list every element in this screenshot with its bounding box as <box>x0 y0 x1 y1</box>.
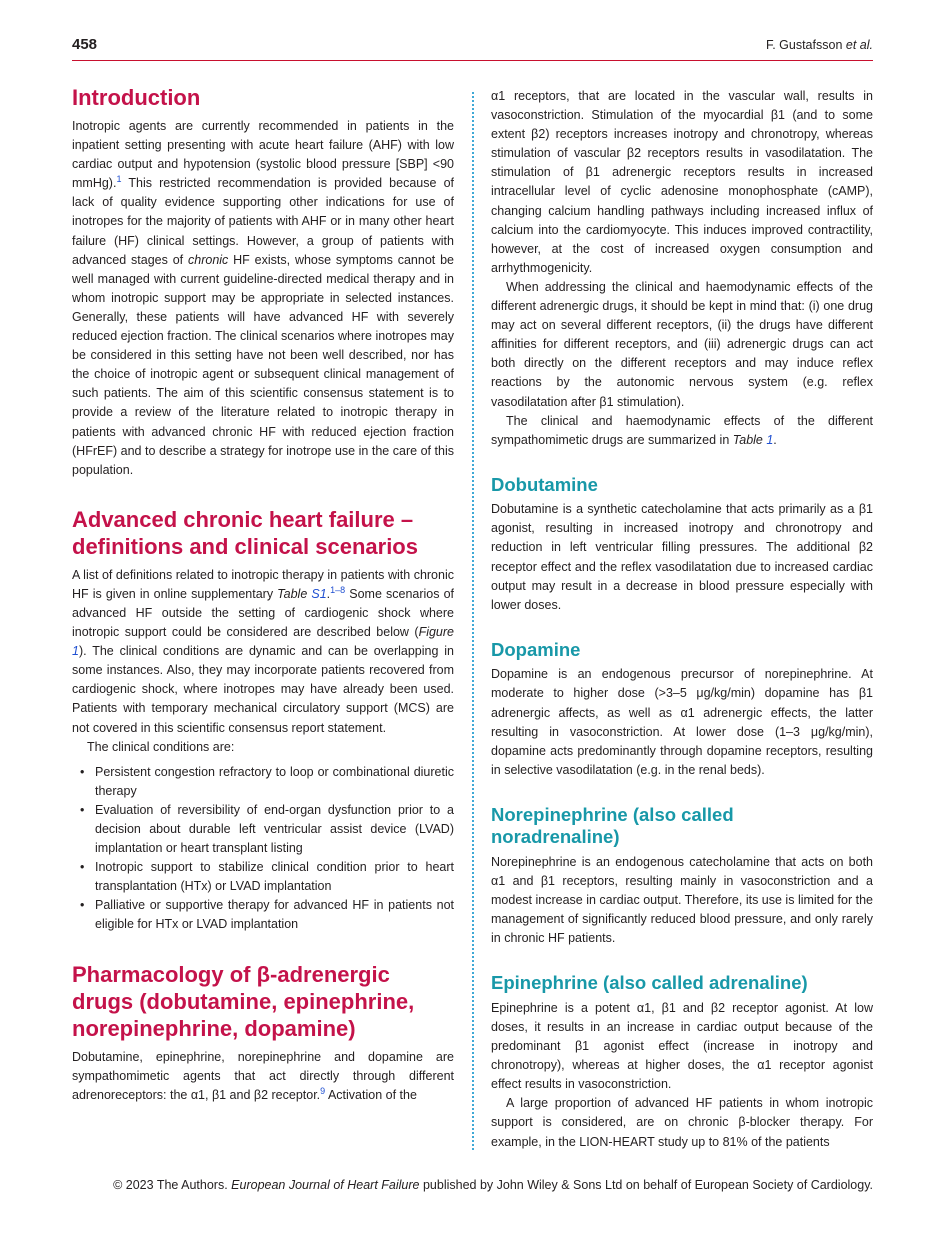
figure-link[interactable]: 1 <box>72 644 79 659</box>
dopamine-heading: Dopamine <box>491 638 581 660</box>
dobutamine-paragraph: Dobutamine is a synthetic catecholamine that acts primarily as a β1 agonist, resulting in increased inotropy and chronotropy and reduction in left ventricular filling pressures. The additional β2 receptor effect and the reflex vasodilatation due to increased cardiac output may result in a decrease in blood pressure especially with lower doses. <box>491 502 873 612</box>
bullet-icon: • <box>80 860 85 875</box>
text-run: HF exists, whose symptoms cannot be well managed with current guideline-directed medical therapy and in whom inotropic support may be appropriate in selected instances. Generally, these patients will have advanced HF with severely reduced ejection fraction. The clinical scenarios where inotropes may be considered in this setting have not been well described, nor has the choice of inotropic agent or subsequent clinical management of such patients. The aim of this scientific consensus statement is to provide a review of the literature related to inotropic therapy in patients with advanced chronic HF with reduced ejection fraction (HFrEF) and to describe a strategy for inotrope use in the care of this population. <box>72 252 454 477</box>
list-item <box>72 763 454 801</box>
right-column <box>491 87 873 1152</box>
norepinephrine-heading: Norepinephrine (also called noradrenaline) <box>491 803 734 848</box>
list-item-text: Evaluation of reversibility of end-organ dysfunction prior to a decision about durable left ventricular assist device (LVAD) implantation or heart transplant listing <box>95 802 454 856</box>
epinephrine-heading: Epinephrine (also called adrenaline) <box>491 972 808 994</box>
author-name: F. Gustafsson <box>765 38 843 52</box>
running-head-author <box>766 38 873 52</box>
introduction-heading: Introduction <box>72 85 201 110</box>
text-run: . <box>326 586 331 601</box>
author-suffix: et al. <box>845 38 873 52</box>
list-item-text: Persistent congestion refractory to loop or combinational diuretic therapy <box>95 764 454 798</box>
text-run: This restricted recommendation is provided because of lack of quality evidence supporting other indications for use of inotropes for the majority of patients with AHF or in many other heart failure (HF) clinical settings. However, a group of patients with advanced stages of <box>72 176 454 267</box>
emphasis: chronic <box>188 252 229 267</box>
beta-blocker-paragraph: A large proportion of advanced HF patients in whom inotropic support is considered, are on chronic β-blocker therapy. For example, in the LION-HEART study up to 81% of the patients <box>491 1096 873 1149</box>
copyright-footer <box>113 1177 873 1193</box>
pharmacology-heading: Pharmacology of β-adrenergic drugs (dobutamine, epinephrine, norepinephrine, dopamine) <box>72 961 415 1041</box>
reference-link[interactable]: 1–8 <box>330 584 346 595</box>
table-label: Table <box>732 432 767 447</box>
text-run: Dobutamine, epinephrine, norepinephrine and dopamine are sympathomimetic agents that act directly through different adrenoreceptors: the α1, β1 and β2 receptor. <box>72 1049 454 1102</box>
dobutamine-heading: Dobutamine <box>491 473 598 495</box>
pharmacology-paragraph <box>72 1048 454 1105</box>
introduction-paragraph <box>72 117 454 480</box>
dopamine-paragraph: Dopamine is an endogenous precursor of norepinephrine. At moderate to higher dose (>3–5 μg/kg/min) dopamine has β1 adrenergic affects, as well as α1 adrenergic effects, the latter resulting in vasoconstriction. At lower dose (1–3 μg/kg/min), dopamine acts predominantly through dopamine receptors, resulting in selective vasodilatation (e.g. in the renal beds). <box>491 667 873 777</box>
advanced-hf-paragraph <box>72 566 454 738</box>
bullet-icon: • <box>80 898 85 913</box>
advanced-hf-heading: Advanced chronic heart failure – definitions and clinical scenarios <box>72 506 418 559</box>
figure-label: Figure <box>418 625 454 640</box>
text-run: ). The clinical conditions are dynamic and can be overlapping in some instances. Also, they may incorporate patients recovered from cardiogenic shock, where inotropes may have already been used. Patients with temporary mechanical circulatory support (MCS) are not covered in this scientific consensus report statement. <box>72 644 454 735</box>
text-run: published by John Wiley & Sons Ltd on behalf of European Society of Cardiology. <box>419 1178 873 1192</box>
adrenergic-effects-paragraph: When addressing the clinical and haemodynamic effects of the different adrenergic drugs, it should be kept in mind that: (i) one drug may act on several different receptors, (ii) the drugs have different affinities for different receptors, and (iii) adrenergic drugs can act both directly on the different receptors and may induce reflex reactions by the autonomic nervous system (e.g. reflex vasodilatation after β1 stimulation). <box>491 279 873 409</box>
journal-name: European Journal of Heart Failure <box>231 1178 420 1192</box>
text-run: The clinical and haemodynamic effects of the different sympathomimetic drugs are summarized in <box>491 413 873 447</box>
clinical-conditions-intro: The clinical conditions are: <box>87 739 235 754</box>
list-item <box>72 858 454 896</box>
page-header <box>72 34 873 61</box>
table-label: Table <box>277 586 312 601</box>
clinical-conditions-list <box>72 763 454 935</box>
page-number: 458 <box>72 36 98 53</box>
column-divider <box>472 92 474 1150</box>
list-item-text: Palliative or supportive therapy for advanced HF in patients not eligible for HTx or LVAD implantation <box>95 898 454 932</box>
summary-paragraph <box>491 412 873 450</box>
text-run: Some scenarios of advanced HF outside the setting of cardiogenic shock where inotropic support could be considered are described below ( <box>72 586 454 640</box>
epinephrine-paragraph: Epinephrine is a potent α1, β1 and β2 receptor agonist. At low doses, it results in an increase in cardiac output because of the predominant β1 agonist effect (increase in inotropy and chronotropy), whereas at higher doses, the α1 receptor agonist effect results in vasoconstriction. <box>491 1000 873 1092</box>
list-item <box>72 896 454 934</box>
bullet-icon: • <box>80 802 85 817</box>
norepinephrine-paragraph: Norepinephrine is an endogenous catecholamine that acts on both α1 and β1 receptors, resulting mainly in vasoconstriction and a modest increase in cardiac output. Therefore, its use is limited for the management of significantly reduced blood pressure, and only rarely in chronic HF patients. <box>491 854 873 946</box>
table-link[interactable]: 1 <box>766 432 774 447</box>
supplementary-table-link[interactable]: S1 <box>311 586 327 601</box>
text-run: . <box>773 432 777 447</box>
text-run: A list of definitions related to inotropic therapy in patients with chronic HF is given in online supplementary <box>72 567 454 601</box>
reference-link[interactable]: 9 <box>320 1085 326 1096</box>
list-item <box>72 801 454 858</box>
bullet-icon: • <box>80 764 85 779</box>
receptor-paragraph: α1 receptors, that are located in the vascular wall, results in vasoconstriction. Stimulation of the myocardial β1 (and to some extent β2) receptors increases inotropy and chronotropy, whereas stimulation of vascular β2 receptors results in vasodilatation. The stimulation of β1 adrenergic receptors results in increased intracellular level of cyclic adenosine monophosphate (cAMP), changing calcium handling pathways including increased influx of calcium into the cardiomyocyte. This induces improved contractility, however, at the cost of increased oxygen consumption and arrhythmogenicity. <box>491 89 873 275</box>
text-run: Activation of the <box>325 1087 417 1102</box>
left-column <box>72 84 454 1105</box>
reference-link[interactable]: 1 <box>116 174 122 185</box>
text-run: Inotropic agents are currently recommended in patients in the inpatient setting presenting with acute heart failure (AHF) with low cardiac output and hypotension (systolic blood pressure [SBP] <90 mmHg). <box>72 119 454 191</box>
list-item-text: Inotropic support to stabilize clinical condition prior to heart transplantation (HTx) or LVAD implantation <box>95 860 454 894</box>
text-run: © 2023 The Authors. <box>113 1178 232 1192</box>
